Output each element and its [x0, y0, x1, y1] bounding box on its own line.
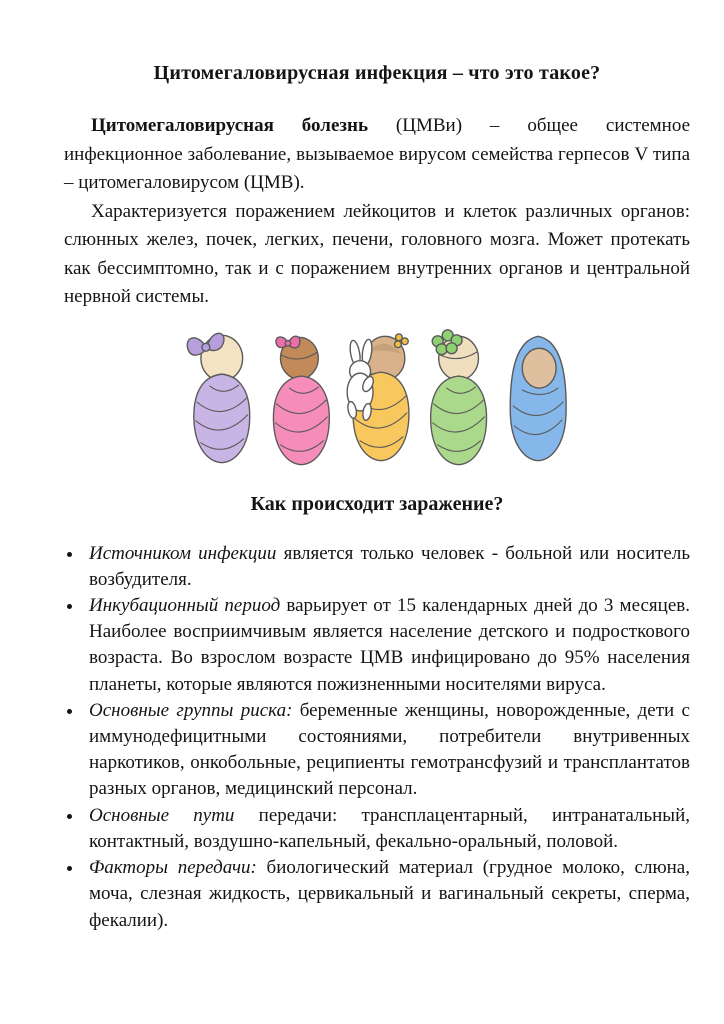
baby-yellow [346, 333, 408, 460]
description-paragraph: Характеризуется поражением лейкоцитов и клеток различных органов: слюнных желез, почек, легких, печени, головного мозга. Может протекать как бессимптомно, так и с поражением внутренних органов и центральной нервной системы. [64, 200, 690, 307]
babies-illustration [64, 324, 690, 479]
list-item-text: передачи: трансплацентарный, интранатальный, контактный, воздушно-капельный, фекально-оральный, половой. [89, 804, 690, 852]
bow-knot [202, 343, 210, 351]
list-item-incubation-period [84, 593, 690, 698]
flower-icon [436, 343, 447, 354]
flower-icon [401, 337, 408, 344]
baby-lavender [187, 333, 249, 462]
list-item-emphasis: Источником инфекции [89, 542, 277, 564]
baby-blue [510, 336, 566, 460]
baby-green [431, 329, 487, 464]
list-item-emphasis: Факторы передачи: [89, 857, 257, 879]
intro-rest: (ЦМВи) – общее системное инфекционное заболевание, вызываемое вирусом семейства герпесов V типа – цитомегаловирусом (ЦМВ). [64, 115, 691, 193]
transmission-list [64, 541, 690, 934]
list-item-text: варьирует от 15 календарных дней до 3 месяцев. Наиболее восприимчивым является население детского и подросткового возраста. Во взрослом возрасте ЦМВ инфицировано до 95% населения планеты, которые являются пожизненными носителями вируса. [89, 594, 690, 695]
list-item-text: биологический материал (грудное молоко, слюна, моча, слезная жидкость, цервикальный и вагинальный секреты, сперма, фекалии). [89, 857, 690, 931]
list-item-text: беременные женщины, новорожденные, дети с иммунодефицитными состояниями, потребители внутривенных наркотиков, онкобольные, реципиенты гемотрансфузий и трансплантатов разных органов, медицинский персонал. [89, 699, 690, 800]
intro-lead-bold: Цитомегаловирусная болезнь [91, 115, 369, 136]
list-item-infection-source [84, 541, 690, 593]
list-item-text: является только человек - больной или носитель возбудителя. [89, 542, 690, 590]
list-item-transmission-factors [84, 855, 690, 934]
flower-icon [446, 342, 457, 353]
list-item-emphasis: Основные группы риска: [89, 699, 293, 721]
page-title: Цитомегаловирусная инфекция – что это такое? [153, 62, 601, 84]
bow-knot [285, 340, 291, 346]
flower-icon [395, 340, 402, 347]
list-item-emphasis: Основные пути [89, 804, 235, 826]
list-item-risk-groups [84, 698, 690, 803]
list-item-emphasis: Инкубационный период [89, 594, 281, 616]
baby-face [522, 348, 556, 388]
intro-paragraph [64, 112, 690, 198]
baby-pink [273, 336, 329, 464]
section-title: Как происходит заражение? [250, 492, 504, 515]
list-item-transmission-routes [84, 803, 690, 855]
five-babies-drawing [178, 324, 576, 474]
